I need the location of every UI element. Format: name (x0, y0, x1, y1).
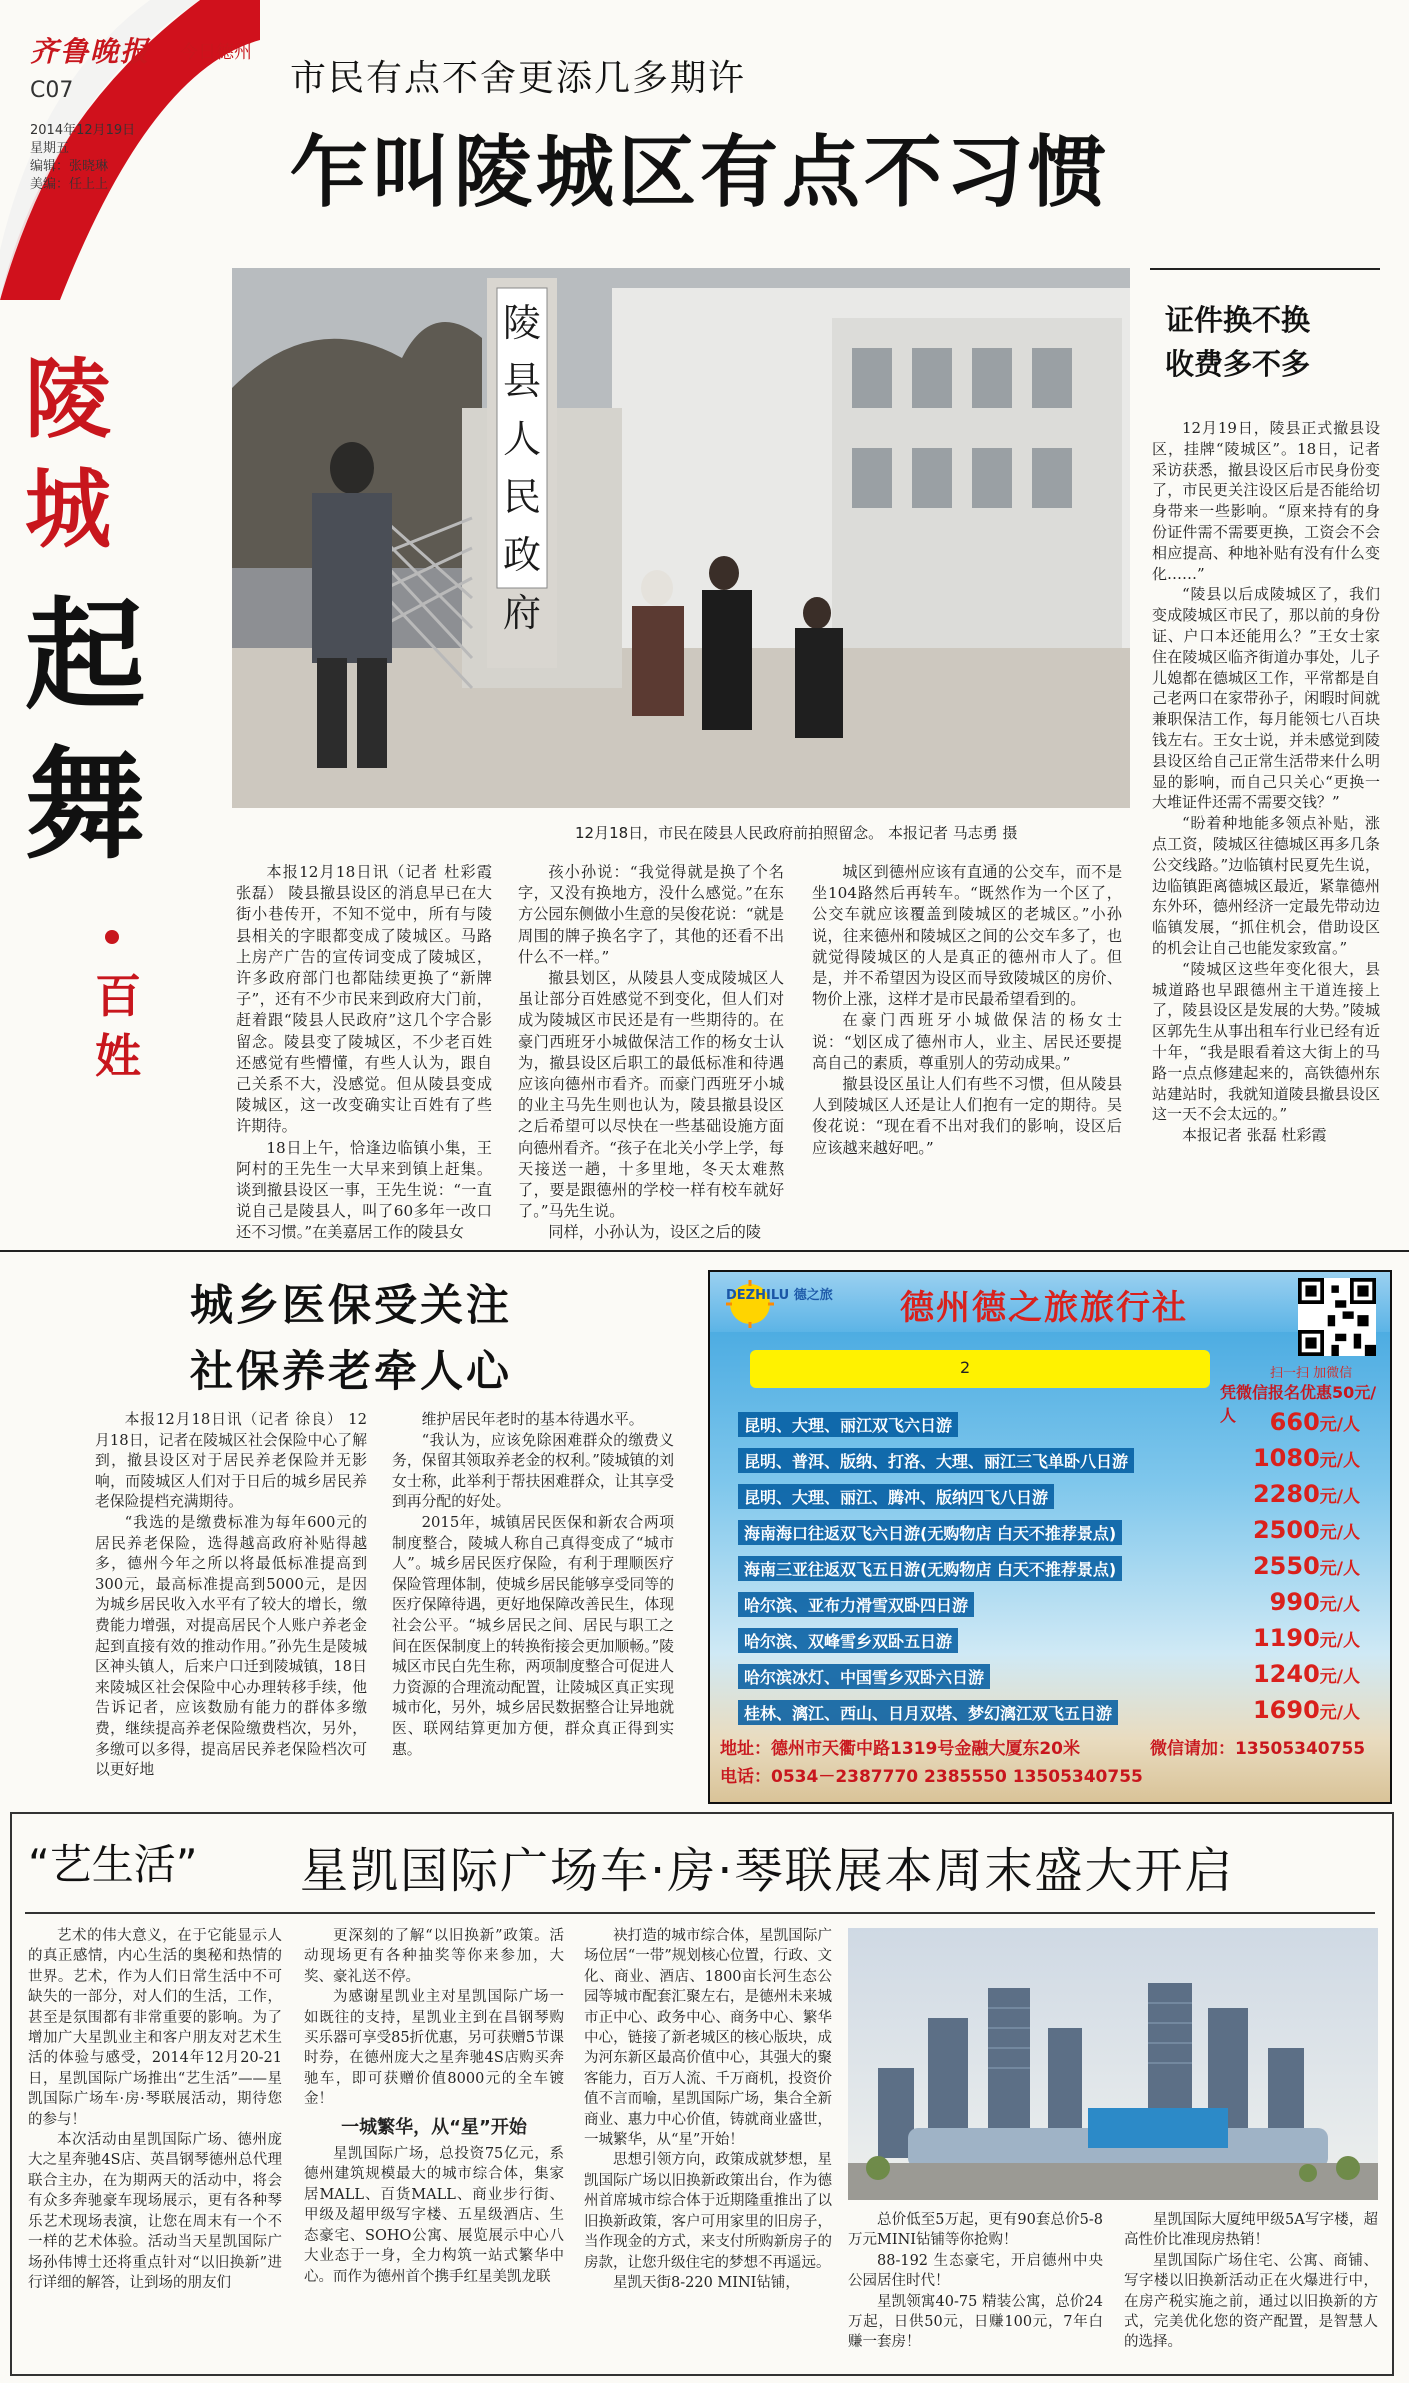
paragraph: 12月19日，陵县正式撤县设区，挂牌“陵城区”。18日，记者采访获悉，撤县设区后市民身份变了，市民更关注设区后是否能给切身带来一些影响。“原来持有的身份证件需不需要更换，工资会不会相应提高、种地补贴有没有什么变化……” (1152, 419, 1380, 583)
lead-article-col1 (236, 862, 492, 1244)
xingkai-rendering-image (848, 1928, 1378, 2200)
route-price (1253, 1660, 1360, 1688)
route-price (1253, 1480, 1360, 1508)
route-price (1253, 1552, 1360, 1580)
paragraph: “陵县以后成陵城区了，我们变成陵城区市民了，那以前的身份证、户口本还能用么？”王女士家住在陵城区临齐街道办事处，儿子儿媳都在德城区工作，平常都是自己老两口在家带孙子，闲暇时间就兼职保洁工作，每月能领七八百块钱左右。王女士说，并未感觉到陵县设区给自己正常生活带来什么明显的影响，而自己只关心“更换一大堆证件还需不需要交钱？” (1152, 585, 1380, 812)
paragraph: “我选的是缴费标准为每年600元的居民养老保险，选得越高政府补贴得越多，德州今年之所以将最低标准提高到300元，最高标准提高到5000元，是因为城乡居民收入水平有了较大的增长，缴费能力增强，对提高居民个人账户养老金起到直接有效的推动作用。”孙先生是陵城区神头镇人，后来户口迁到陵城镇，18日来陵城区社会保险中心办理转移手续，他告诉记者，应该数励有能力的群体多缴费，继续提高养老保险缴费档次，另外，多缴可以多得，提高居民养老保险档次可以更好地 (95, 1513, 367, 1779)
paragraph: 撤县划区，从陵县人变成陵城区人虽让部分百姓感觉不到变化，但人们对成为陵城区市民还是有一些期待的。在豪门西班牙小城做保洁工作的杨女士认为，撤县设区后职工的最低标准和待遇应该向德州市看齐。而豪门西班牙小城的业主马先生则也认为，陵县撤县设区之后希望可以尽快在一些基础设施方面向德州看齐。“孩子在北关小学上学，每天接送一趟，十多里地，冬天太难熬了，要是跟德州的学校一样有校车就好了。”马先生说。 (518, 969, 784, 1221)
agency-name: 德州德之旅旅行社 (900, 1288, 1188, 1328)
masthead: 齐鲁晚报 (30, 35, 151, 68)
route-row (730, 1408, 1380, 1441)
side-title-line: 收费多不多 (1165, 347, 1311, 381)
route-row (730, 1480, 1380, 1513)
vertical-title-char: 百 (95, 969, 141, 1023)
route-price-value: 660 (1269, 1408, 1320, 1436)
side-title-line: 证件换不换 (1165, 303, 1311, 337)
paragraph: 本报12月18日讯（记者 杜彩霞 张磊） 陵县撤县设区的消息早已在大街小巷传开，不知不觉中，所有与陵县相关的字眼都变成了陵城区。马路上房产广告的宣传词变成了陵城区，许多政府部门也都陆续更换了“新牌子”，还有不少市民来到政府大门前，赶着跟“陵县人民政府”这几个字合影留念。陵县变了陵城区，不少老百姓还感觉有些懵懂，有些人认为，跟自己关系不大，没感觉。但从陵县变成陵城区，这一改变确实让百姓有了些许期待。 (236, 863, 492, 1136)
route-price (1253, 1444, 1360, 1472)
paragraph: “陵城区这些年变化很大，县城道路也早跟德州主干道连接上了，陵县设区是发展的大势。”陵城区郭先生从事出租车行业已经有近十年，“我是眼看着这大街上的马路一点点修建起来的，高铁德州东站建站时，我就知道陵县撤县设区这一天不会太远的。” (1152, 959, 1380, 1124)
gate-sign-char: 民 (502, 475, 541, 519)
paragraph: 艺术的伟大意义，在于它能显示人的真正感情，内心生活的奥秘和热情的世界。艺术，作为人们日常生活中不可缺失的一部分，对人们的生活，工作，甚至是氛围都有非常重要的影响。为了增加广大星凯业主和客户朋友对艺术生活的体验与感受，2014年12月20-21日，星凯国际广场推出“艺生活”——星凯国际广场车·房·琴联展活动，期待您的参与！ (28, 1928, 282, 2128)
gate-sign-char: 县 (502, 359, 541, 403)
gate-sign-char: 政 (502, 533, 541, 577)
paragraph: 88-192 生态豪宅，开启德州中央公园居住时代！ (848, 2252, 1103, 2290)
route-row (730, 1588, 1380, 1621)
vertical-title-char: 城 (25, 460, 111, 560)
xingkai-under-image-right (1124, 2210, 1378, 2353)
issue-meta (30, 122, 135, 194)
paragraph: 星凯天街8-220 MINI钻铺， (613, 2274, 800, 2291)
xingkai-col1 (28, 1926, 282, 2293)
paragraph: 星凯国际大厦纯甲级5A写字楼，超高性价比准现房热销！ (1124, 2212, 1378, 2249)
route-price-value: 1190 (1252, 1624, 1320, 1652)
paragraph: 在豪门西班牙小城做保洁的杨女士说：“划区成了德州市人，业主、居民还要提高自己的素质，尊重别人的劳动成果。” (812, 1011, 1122, 1072)
paragraph: 撤县设区虽让人们有些不习惯，但从陵县人到陵城区人还是让人们抱有一定的期待。吴俊花说：“现在看不出对我们的影响，设区后应该越来越好吧。” (812, 1075, 1122, 1157)
yibao-col1 (95, 1410, 367, 1781)
lead-article-col3 (812, 862, 1122, 1159)
issue-date: 2014年12月19日 (30, 123, 136, 138)
paragraph: 星凯国际广场住宅、公寓、商铺、写字楼以旧换新活动正在火爆进行中，在房产税实施之前，通过以旧换新的方式，完美优化您的资产配置，是智慧人的选择。 (1124, 2252, 1378, 2351)
route-price-value: 2500 (1252, 1516, 1320, 1544)
paragraph: 本报12月18日讯（记者 徐良） 12月18日，记者在陵城区社会保险中心了解到，撤县设区对于居民养老保险并无影响，而陵城区人们对于日后的城乡居民养老保险提档充满期待。 (95, 1411, 367, 1511)
price-unit: 元/人 (1319, 1451, 1360, 1471)
price-unit: 元/人 (1319, 1415, 1360, 1435)
price-unit: 元/人 (1319, 1667, 1360, 1687)
divider (1150, 268, 1380, 270)
ad-promo: 凭微信报名优惠50元/人 (1220, 1383, 1377, 1425)
route-price (1253, 1516, 1360, 1544)
route-name: 桂林、漓江、西山、日月双塔、梦幻漓江双飞五日游 (738, 1700, 1118, 1725)
paragraph: 18日上午，恰逢边临镇小集，王阿村的王先生一大早来到镇上赶集。谈到撤县设区一事，王先生说：“一直说自己是陵县人，叫了60多年一改口还不习惯。”在美嘉居工作的陵县女 (236, 1138, 492, 1242)
gate-sign-char: 陵 (502, 301, 541, 345)
route-row (730, 1624, 1380, 1657)
price-unit: 元/人 (1319, 1487, 1360, 1507)
vertical-title-char: 舞 (25, 737, 145, 876)
byline: 本报记者 张磊 杜彩霞 (1182, 1126, 1327, 1145)
price-unit: 元/人 (1319, 1559, 1360, 1579)
yibao-title-line2: 社保养老牵人心 (190, 1347, 512, 1397)
paragraph: 维护居民年老时的基本待遇水平。 (421, 1411, 644, 1428)
route-price-value: 1080 (1252, 1444, 1320, 1472)
yibao-col2 (392, 1410, 674, 1760)
route-name: 哈尔滨冰灯、中国雪乡双卧六日游 (738, 1664, 990, 1689)
paragraph: 孩小孙说：“我觉得就是换了个名字，又没有换地方，没什么感觉。”在东方公园东侧做小生意的吴俊花说：“就是周围的牌子换名字了，其他的还看不出什么不一样。” (518, 863, 784, 966)
price-unit: 元/人 (1319, 1523, 1360, 1543)
route-price-value: 1690 (1252, 1696, 1320, 1724)
travel-agency-ad (708, 1270, 1392, 1804)
paragraph: “盼着种地能多领点补贴，涨点工资，陵城区往德城区再多几条公交线路。”边临镇村民夏先生说，边临镇距离德城区最近，紧靠德州东外环，德州经济一定最先带动边临镇发展，“抓住机会，借助设区的机会让自己也能发家致富。” (1152, 814, 1380, 957)
paragraph: 袂打造的城市综合体，星凯国际广场位居“一带”规划核心位置，行政、文化、商业、酒店、1800亩长河生态公园等城市配套汇聚左右，是德州未来城市正中心、政务中心、商务中心、繁华中心，链接了新老城区的核心版块，成为河东新区最高价值中心，其强大的聚客能力，百万人流、千万商机，投资价值不言而喻，星凯国际广场，集合全新商业、惠力中心价值，铸就商业盛世，一城繁华，从“星”开始！ (584, 1928, 832, 2149)
route-price (1270, 1588, 1360, 1616)
route-price-value: 1240 (1252, 1660, 1320, 1688)
qr-label: 扫一扫 加微信 (1270, 1366, 1353, 1381)
gate-sign (500, 294, 544, 642)
yishenghuo-label: “艺生活” (28, 1840, 198, 1889)
vertical-title-char: 姓 (95, 1029, 141, 1083)
editor: 编辑：张晓琳 (30, 159, 109, 174)
price-unit: 元/人 (1319, 1703, 1360, 1723)
route-row (730, 1696, 1380, 1729)
side-article-body (1152, 418, 1380, 1146)
page-number: C07 (30, 78, 74, 103)
route-price (1253, 1696, 1360, 1724)
ad-wechat: 微信请加：13505340755 (1150, 1739, 1366, 1759)
paragraph: 总价低至5万起，更有90套总价5-8万元MINI钻铺等你抢购！ (848, 2212, 1103, 2249)
ad-banner-text: 2 (960, 1358, 971, 1377)
route-name: 哈尔滨、亚布力滑雪双卧四日游 (738, 1592, 974, 1617)
price-unit: 元/人 (1319, 1631, 1360, 1651)
lead-headline: 乍叫陵城区有点不习惯 (290, 128, 1111, 218)
divider (25, 1912, 1375, 1914)
route-price-value: 990 (1269, 1588, 1320, 1616)
agency-logo-text: DEZHILU 德之旅 (726, 1288, 833, 1303)
photo-caption: 12月18日，市民在陵县人民政府前拍照留念。 本报记者 马志勇 摄 (575, 824, 1018, 842)
xingkai-headline: 星凯国际广场车·房·琴联展本周末盛大开启 (300, 1843, 1235, 1899)
qr-code (1298, 1278, 1376, 1356)
route-row (730, 1444, 1380, 1477)
route-name: 海南三亚往返双飞五日游(无购物店 白天不推荐景点) (738, 1556, 1122, 1581)
route-price-value: 2550 (1252, 1552, 1320, 1580)
gate-sign-char: 人 (502, 417, 541, 461)
vertical-title-char: 起 (25, 587, 145, 726)
lead-article-col2 (518, 862, 784, 1244)
vertical-title-char: 陵 (25, 350, 111, 450)
route-price (1253, 1624, 1360, 1652)
paragraph: 2015年，城镇居民医保和新农合两项制度整合，陵城人称自己真得变成了“城市人”。城乡居民医疗保险，有利于理顺医疗保险管理体制，使城乡居民能够享受同等的医疗保障待遇，更好地保障改善民生，体现社会公平。“城乡居民之间、居民与职工之间在医保制度上的转换衔接会更加顺畅。”陵城区市民白先生称，两项制度整合可促进人力资源的合理流动配置，让陵城区真正实现城市化，另外，城乡居民数据整合让异地就医、联网结算更加方便，群众真正得到实惠。 (392, 1513, 674, 1758)
paragraph: 同样，小孙认为，设区之后的陵 (548, 1223, 762, 1242)
price-unit: 元/人 (1319, 1595, 1360, 1615)
yibao-title-line1: 城乡医保受关注 (190, 1281, 512, 1331)
route-row (730, 1660, 1380, 1693)
designer: 美编：任上上 (30, 177, 109, 192)
route-name: 海南海口往返双飞六日游(无购物店 白天不推荐景点) (738, 1520, 1122, 1545)
xingkai-subhead: 一城繁华，从“星”开始 (341, 2116, 527, 2138)
route-name: 昆明、普洱、版纳、打洛、大理、丽江三飞单卧八日游 (738, 1448, 1134, 1473)
route-name: 昆明、大理、丽江双飞六日游 (738, 1412, 958, 1437)
xingkai-under-image-left (848, 2210, 1103, 2353)
xingkai-col2 (304, 1926, 564, 2287)
ad-phone: 电话：0534－2387770 2385550 13505340755 (720, 1767, 1143, 1787)
gate-sign-char: 府 (502, 591, 541, 635)
paragraph: 思想引领方向，政策成就梦想，星凯国际广场以旧换新政策出台，作为德州首席城市综合体于近期隆重推出了以旧换新政策，客户可用家里的旧房子，当作现金的方式，来支付所购新房子的房款，让您升级住宅的梦想不再遥远。 (584, 2152, 832, 2271)
paragraph: 为感谢星凯业主对星凯国际广场一如既往的支持，星凯业主到在昌钢琴购买乐器可享受85折优惠，另可获赠5节课时券，在德州庞大之星奔驰4S店购买奔驰车，即可获赠价值8000元的全车镀金！ (304, 1989, 564, 2108)
ad-address: 地址：德州市天衢中路1319号金融大厦东20米 (720, 1739, 1080, 1759)
route-name: 昆明、大理、丽江、腾冲、版纳四飞八日游 (738, 1484, 1054, 1509)
route-price-value: 2280 (1252, 1480, 1320, 1508)
paragraph: 本次活动由星凯国际广场、德州庞大之星奔驰4S店、英昌钢琴德州总代理联合主办，在为期两天的活动中，将会有众多奔驰豪车现场展示，更有各种琴乐艺术现场表演，让您在周末有一个不一样的艺术体验。活动当天星凯国际广场孙伟博士还将重点针对“以旧换新”进行详细的解答，让到场的朋友们 (28, 2132, 282, 2291)
route-row (730, 1516, 1380, 1549)
section-divider (0, 1250, 1409, 1252)
route-price (1270, 1408, 1360, 1436)
masthead-subtitle: 今日德州 (180, 42, 252, 63)
lead-photo (232, 268, 1130, 808)
paragraph: 更深刻的了解“以旧换新”政策。活动现场更有各种抽奖等你来参加，大奖、豪礼送不停。 (304, 1928, 564, 1985)
paragraph: 星凯国际广场，总投资75亿元，系德州建筑规模最大的城市综合体，集家居MALL、百货MALL、商业步行街、甲级及超甲级写字楼、五星级酒店、生态豪宅、SOHO公寓、展览展示中心八大业态于一身，全力构筑一站式繁华中心。而作为德州首个携手红星美凯龙联 (304, 2146, 564, 2285)
route-row (730, 1552, 1380, 1585)
issue-weekday: 星期五 (30, 141, 70, 156)
ad-banner (750, 1350, 1210, 1388)
paragraph: 城区到德州应该有直通的公交车，而不是坐104路然后再转车。“既然作为一个区了，公交车就应该覆盖到陵城区的老城区。”小孙说，往来德州和陵城区之间的公交车多了，也就觉得陵城区的人是真正的德州市人了。但是，并不希望因为设区而导致陵城区的房价、物价上涨，这样才是市民最希望看到的。 (812, 863, 1122, 1009)
paragraph: “我认为，应该免除困难群众的缴费义务，保留其领取养老金的权利。”陵城镇的刘女士称，此举利于帮扶困难群众，让其享受到再分配的好处。 (392, 1431, 674, 1511)
paragraph: 星凯领寓40-75 精装公寓，总价24万起，日供50元，日赚100元，7年白赚一套房！ (848, 2293, 1103, 2351)
side-article-title (1165, 298, 1310, 386)
xingkai-col3 (584, 1926, 832, 2293)
bullet-dot (105, 930, 119, 944)
lead-subhead: 市民有点不舍更添几多期许 (290, 58, 747, 99)
route-name: 哈尔滨、双峰雪乡双卧五日游 (738, 1628, 958, 1653)
